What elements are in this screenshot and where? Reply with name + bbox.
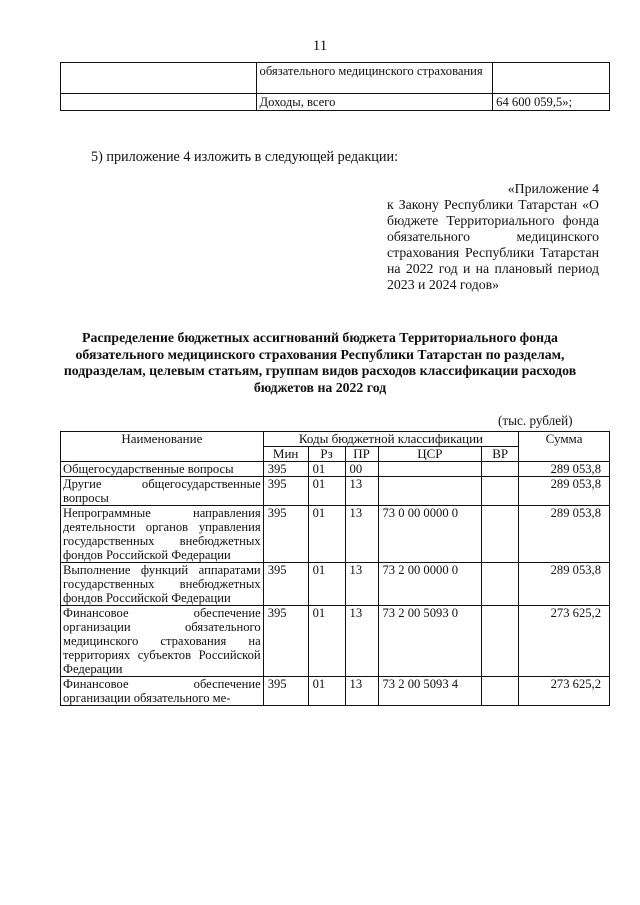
row-name: Другие общегосударственные вопросы — [61, 477, 264, 506]
header-min: Мин — [263, 447, 308, 462]
appendix-title: «Приложение 4 — [507, 181, 599, 196]
row-pr: 13 — [345, 506, 378, 563]
header-rz: Рз — [308, 447, 345, 462]
row-sum: 289 053,8 — [519, 477, 610, 506]
row-csr: 73 2 00 5093 0 — [378, 606, 482, 677]
table-row — [61, 94, 610, 111]
header-vr: ВР — [482, 447, 519, 462]
row-name: Непрограммные направления деятельности органов управления государственных внебюджетных фондов Российской Федерации — [61, 506, 264, 563]
row-csr — [378, 477, 482, 506]
appendix-reference: к Закону Республики Татарстан «О бюджете Территориального фонда обязательного медицинского страхования Республики Татарстан на 2022 год и на плановый период 2023 и 2024 годов» — [387, 197, 599, 292]
table-row — [61, 506, 610, 563]
row-pr: 13 — [345, 677, 378, 706]
row-csr: 73 2 00 0000 0 — [378, 563, 482, 606]
table-row — [61, 677, 610, 706]
empty-cell — [61, 94, 257, 111]
row-min: 395 — [263, 477, 308, 506]
header-pr: ПР — [345, 447, 378, 462]
row-sum: 273 625,2 — [519, 606, 610, 677]
row-min: 395 — [263, 606, 308, 677]
row-rz: 01 — [308, 563, 345, 606]
row-min: 395 — [263, 677, 308, 706]
row-vr — [482, 477, 519, 506]
empty-cell — [61, 63, 257, 94]
appendix-header — [387, 181, 599, 293]
units-label: (тыс. рублей) — [498, 413, 573, 428]
row-sum: 289 053,8 — [519, 462, 610, 477]
row-min: 395 — [263, 462, 308, 477]
document-title: Распределение бюджетных ассигнований бюджета Территориального фонда обязательного медицинского страхования Республики Татарстан по разделам, подразделам, целевым статьям, группам видов расходов классификации расходов бюджетов на 2022 год — [63, 330, 577, 395]
row-name: Общегосударственные вопросы — [61, 462, 264, 477]
table-row — [61, 563, 610, 606]
table-row — [61, 606, 610, 677]
budget-allocation-table — [60, 431, 610, 706]
row-vr — [482, 677, 519, 706]
row-name: Финансовое обеспечение организации обязательного медицинского страхования на территориях субъектов Российской Федерации — [61, 606, 264, 677]
row-sum: 289 053,8 — [519, 563, 610, 606]
header-name: Наименование — [61, 432, 264, 462]
row-csr: 73 0 00 0000 0 — [378, 506, 482, 563]
row-sum: 273 625,2 — [519, 677, 610, 706]
income-name: Доходы, всего — [256, 94, 493, 111]
header-codes: Коды бюджетной классификации — [263, 432, 518, 447]
row-rz: 01 — [308, 677, 345, 706]
row-pr: 13 — [345, 606, 378, 677]
row-vr — [482, 506, 519, 563]
row-pr: 13 — [345, 563, 378, 606]
row-pr: 00 — [345, 462, 378, 477]
income-name: обязательного медицинского страхования — [256, 63, 493, 94]
row-pr: 13 — [345, 477, 378, 506]
table-row — [61, 477, 610, 506]
row-vr — [482, 563, 519, 606]
row-name: Выполнение функций аппаратами государственных внебюджетных фондов Российской Федерации — [61, 563, 264, 606]
row-csr: 73 2 00 5093 4 — [378, 677, 482, 706]
income-total-amount: 64 600 059,5»; — [493, 94, 610, 111]
amendment-item-5: 5) приложение 4 изложить в следующей редакции: — [91, 149, 399, 165]
row-rz: 01 — [308, 606, 345, 677]
header-sum: Сумма — [519, 432, 610, 462]
page-number: 11 — [312, 38, 328, 54]
row-name: Финансовое обеспечение организации обязательного ме- — [61, 677, 264, 706]
row-vr — [482, 462, 519, 477]
row-min: 395 — [263, 563, 308, 606]
row-csr — [378, 462, 482, 477]
income-amount — [493, 63, 610, 94]
income-table-fragment — [60, 62, 610, 111]
table-row — [61, 63, 610, 94]
row-rz: 01 — [308, 477, 345, 506]
row-rz: 01 — [308, 506, 345, 563]
row-sum: 289 053,8 — [519, 506, 610, 563]
header-csr: ЦСР — [378, 447, 482, 462]
row-min: 395 — [263, 506, 308, 563]
row-vr — [482, 606, 519, 677]
row-rz: 01 — [308, 462, 345, 477]
table-row — [61, 462, 610, 477]
